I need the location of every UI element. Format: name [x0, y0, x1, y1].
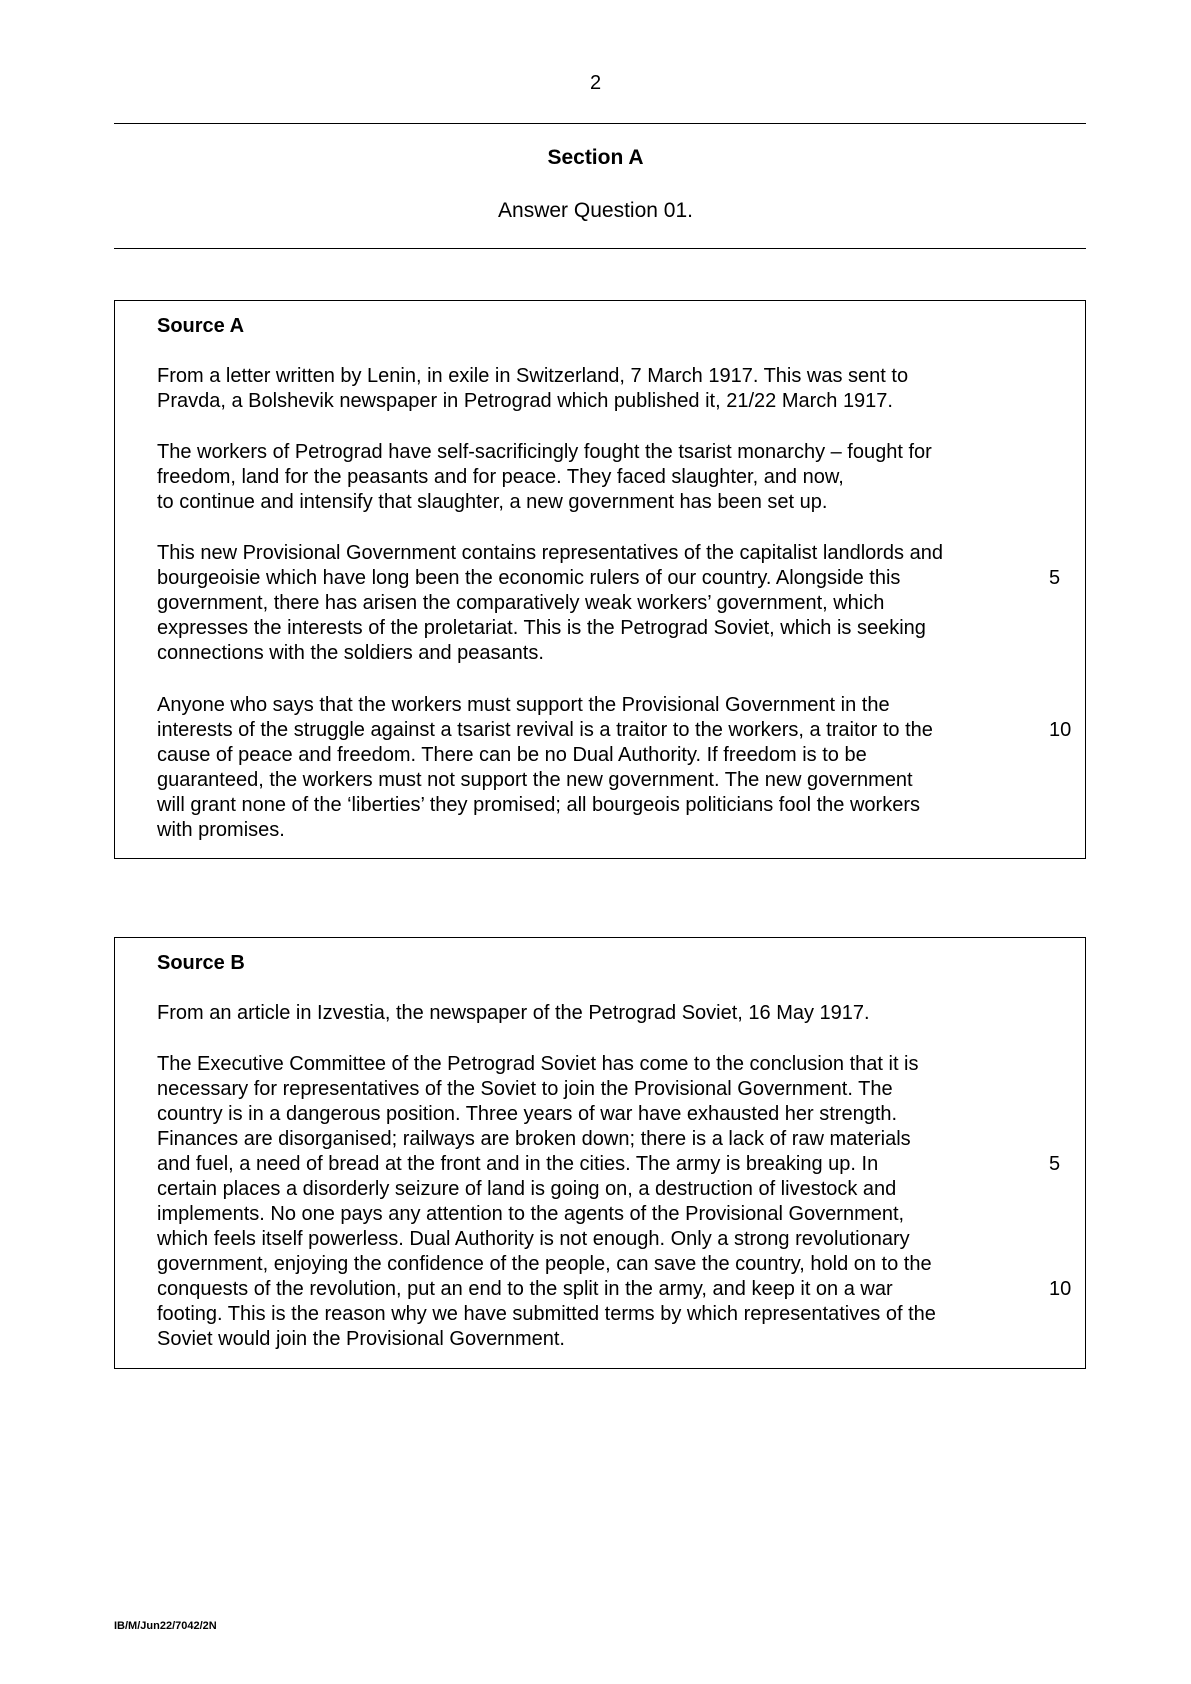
source-b-line: Soviet would join the Provisional Government.	[157, 1328, 565, 1350]
source-a-line: This new Provisional Government contains representatives of the capitalist landlords and	[157, 542, 943, 564]
source-a-line-number: 10	[1049, 719, 1072, 741]
source-a-line: bourgeoisie which have long been the economic rulers of our country. Alongside this	[157, 567, 901, 589]
section-rule	[114, 248, 1086, 249]
source-a-line: to continue and intensify that slaughter, a new government has been set up.	[157, 491, 828, 513]
source-b-line: The Executive Committee of the Petrograd Soviet has come to the conclusion that it is	[157, 1053, 919, 1075]
source-b-line: which feels itself powerless. Dual Authority is not enough. Only a strong revolutionary	[157, 1228, 910, 1250]
page-number: 2	[589, 72, 602, 94]
source-b-line: Finances are disorganised; railways are broken down; there is a lack of raw materials	[157, 1128, 911, 1150]
source-a-title: Source A	[157, 315, 245, 337]
source-a-line: expresses the interests of the proletariat. This is the Petrograd Soviet, which is seeking	[157, 617, 926, 639]
source-a-line: Anyone who says that the workers must support the Provisional Government in the	[157, 694, 890, 716]
source-a-line: with promises.	[157, 819, 285, 841]
source-a-line: government, there has arisen the comparatively weak workers’ government, which	[157, 592, 885, 614]
source-b-title: Source B	[157, 952, 245, 974]
instruction: Answer Question 01.	[498, 199, 693, 222]
source-b-line: conquests of the revolution, put an end to the split in the army, and keep it on a war	[157, 1278, 893, 1300]
source-a-line: freedom, land for the peasants and for peace. They faced slaughter, and now,	[157, 466, 844, 488]
source-a-line: cause of peace and freedom. There can be no Dual Authority. If freedom is to be	[157, 744, 867, 766]
source-b-line-number: 10	[1049, 1278, 1072, 1300]
source-a-box	[114, 300, 1086, 859]
source-b-line: and fuel, a need of bread at the front and in the cities. The army is breaking up. In	[157, 1153, 879, 1175]
source-a-line: connections with the soldiers and peasants.	[157, 642, 544, 664]
source-a-line-number: 5	[1049, 567, 1061, 589]
source-a-line: interests of the struggle against a tsarist revival is a traitor to the workers, a traitor to the	[157, 719, 933, 741]
source-b-line: government, enjoying the confidence of the people, can save the country, hold on to the	[157, 1253, 932, 1275]
section-title: Section A	[547, 146, 644, 169]
source-a-line: From a letter written by Lenin, in exile in Switzerland, 7 March 1917. This was sent to	[157, 365, 909, 387]
source-b-line: footing. This is the reason why we have submitted terms by which representatives of the	[157, 1303, 936, 1325]
source-a-line: The workers of Petrograd have self-sacrificingly fought the tsarist monarchy – fought for	[157, 441, 932, 463]
source-a-line: Pravda, a Bolshevik newspaper in Petrograd which published it, 21/22 March 1917.	[157, 390, 893, 412]
top-rule	[114, 123, 1086, 124]
source-b-line: implements. No one pays any attention to the agents of the Provisional Government,	[157, 1203, 905, 1225]
source-b-line: country is in a dangerous position. Three years of war have exhausted her strength.	[157, 1103, 898, 1125]
footer-code: IB/M/Jun22/7042/2N	[114, 1620, 217, 1632]
source-b-line: necessary for representatives of the Soviet to join the Provisional Government. The	[157, 1078, 893, 1100]
source-b-line-number: 5	[1049, 1153, 1061, 1175]
source-b-line: certain places a disorderly seizure of land is going on, a destruction of livestock and	[157, 1178, 897, 1200]
source-a-line: will grant none of the ‘liberties’ they promised; all bourgeois politicians fool the workers	[157, 794, 920, 816]
source-b-box	[114, 937, 1086, 1369]
source-b-line: From an article in Izvestia, the newspaper of the Petrograd Soviet, 16 May 1917.	[157, 1002, 870, 1024]
source-a-line: guaranteed, the workers must not support the new government. The new government	[157, 769, 913, 791]
